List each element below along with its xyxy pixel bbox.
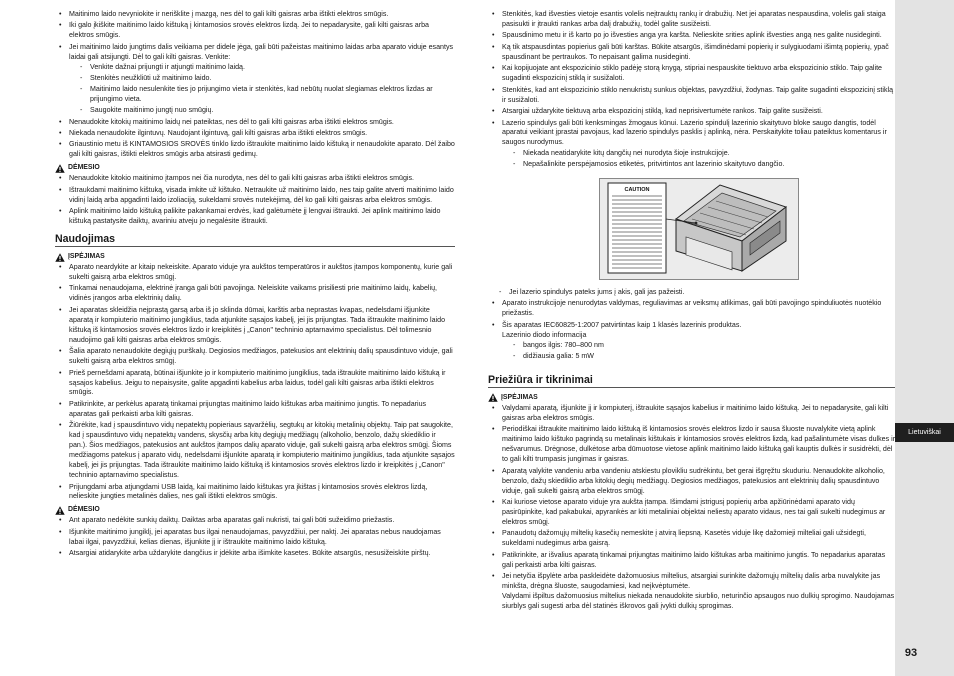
list-item: • Ką tik atspausdintas popierius gali būti karštas. Būkite atsargūs, išimdinėdami popierių ir sulygiuodami išimtą popierių, ypač spausdinant be pertraukos. To nepaisant galima nusideginti. [488,43,896,63]
sub-list-item: - Venkite dažnai prijungti ir atjungti maitinimo laidą. [69,63,455,73]
power-cord-list [55,10,455,160]
side-tab-strip [895,0,954,676]
sub-list [502,149,896,170]
laser-list [488,299,896,362]
list-item: • Patikrinkite, ar išvalius aparatą tinkamai prijungtas maitinimo laido kištukas arba maitinimo jungtis. To nepadarius aparatas gali perkaisti arba kilti gaisras. [488,551,896,571]
list-item: • Griaustinio metu iš KINTAMOSIOS SROVĖS tinklo lizdo ištraukite maitinimo laido kištuką ir nenaudokite aparato. Dėl žaibo gali kilti gaisras, ištikti elektros smūgis arba atsirasti gedimų. [55,140,455,160]
warning-triangle-icon [55,506,65,515]
list-item: • Šalia aparato nenaudokite degiųjų purškalų. Degiosios medžiagos, patekusios ant elektrinių dalių spausdintuvo viduje, gali sukelti gaisrą arba elektros smūgį. [55,347,455,367]
caution-note [55,505,455,515]
sub-list-item: - Niekada neatidarykite kitų dangčių nei nurodyta šioje instrukcijoje. [502,149,896,159]
list-item [488,321,896,362]
list-item: • Aplink maitinimo laido kištuką palikite pakankamai erdvės, kad galėtumėte jį lengvai ištraukti. Jei aplink maitinimo laido kištuką pastatysite daiktų, avariniu atveju jo negalėsite ištraukti. [55,207,455,227]
operation-list [488,10,896,170]
list-item: • Kai kuriose vietose aparato viduje yra aukšta įtampa. Išimdami įstrigusį popierių arba apžiūrinėdami aparato vidų pasirūpinkite, kad pakabukai, apyrankės ar kiti metaliniai objektai neliestų aparato vidaus, nes tai gali sukelti nudegimus ar elektros smūgį. [488,498,896,528]
list-item-text: Jei maitinimo laido jungtims dalis veikiama per didele jėga, gali būti pažeistas maitinimo laidas arba aparato viduje esantys laidai gali atsijungti. Dėl to gali kilti gaisras. Venkite: [69,42,454,61]
list-item: • Stenkitės, kad išvesties vietoje esantis volelis neįtrauktų rankų ir drabužių. Net jei aparatas nespausdina, volelis gali staiga pasisukti ir įtraukti rankas arba dalį drabužių, todėl galite susižeisti. [488,10,896,30]
list-item: • Atsargiai uždarykite tiektuvą arba ekspozicinį stiklą, kad neprisivertumėte rankos. Taip galite susižeisti. [488,107,896,117]
list-item: • Atsargiai atidarykite arba uždarykite dangčius ir įdėkite arba išimkite kasetes. Būkite atsargūs, nesusižeiskite pirštų. [55,549,455,559]
section-heading-maintenance: Priežiūra ir tikrinimai [488,374,896,388]
list-item: • Ištraukdami maitinimo kištuką, visada imkite už kištuko. Netraukite už maitinimo laido, nes taip galite atverti maitinimo laido vidinį laidą arba apgadinti laido izoliaciją, sukeldami srovės nutekėjimą, dėl ko gali kilti gaisras arba elektros smūgis. [55,186,455,206]
right-column [488,10,896,613]
caution-list [55,174,455,227]
list-item: • Panaudotų dažomųjų miltelių kasečių nemeskite į atvirą liepsną. Kasetės viduje likę dažomieji milteliai gali užsidegti, sukeldami nudegimus arba gaisrą. [488,529,896,549]
label-caution-text: CAUTION [624,186,650,193]
list-item: • Periodiškai ištraukite maitinimo laido kištuką iš kintamosios srovės elektros lizdo ir sausa šluoste nuvalykite vietą aplink maitinimo laido kištuko pagrindą su metalinais kištukais ir kintamosios srovės elektros lizdą, kad pašalintumėte visas dulkes ir nešvarumus. Drėgnose, dulkėtose arba dūmuotose vietose aplink maitinimo laido kištuką gali kauptis dulkės ir susidrėkti, dėl to gali kilti trumpasis jungimas ir gaisras. [488,425,896,465]
caution-note [55,163,455,173]
caution-list [55,516,455,559]
list-item: • Patikrinkite, ar perkėlus aparatą tinkamai prijungtas maitinimo laido kištukas arba maitinimo jungtis. To nepadarius aparatas gali perkaisti arba kilti gaisras. [55,400,455,420]
language-tab: Lietuviškai [895,423,954,442]
list-item: • Išjunkite maitinimo jungiklį, jei aparatas bus ilgai nenaudojamas, pavyzdžiui, per naktį. Jei aparatas nebus naudojamas labai ilgai, pavyzdžiui, kelias dienas, išjunkite jį ir ištraukite maitinimo laido kištuką. [55,528,455,548]
list-item: • Maitinimo laido nevyniokite ir nerišklite į mazgą, nes dėl to gali kilti gaisras arba ištikti elektros smūgis. [55,10,455,20]
section-heading-usage: Naudojimas [55,233,455,247]
page-number: 93 [904,647,918,659]
list-item: • Aparatą valykite vandeniu arba vandeniu atskiestu plovikliu sudrėkintu, bet gerai išgręžtu skuduriu. Nenaudokite alkoholio, benzolo, dažų skiediklio arba kitokių degių medžiagų. Degiosios medžiagos, patekusios ant elektrinių dalių spausdintuvo viduje, gali sukelti gaisrą arba elektros smūgį. [488,467,896,497]
list-item: • Jei netyčia išpylėte arba paskleidėte dažomuosius miltelius, atsargiai surinkite dažomųjų miltelių dalis arba nuvalykite jas minkšta, drėgna šluoste, saugodamiesi, kad neįkvėptumėte. Valydami išpiltus dažomuosius miltelius niekada nenaudokite siurblio, neturinčio apsaugos nuo dulkių sprogimo. Naudojamas siurblys gali sugesti arba dėl statinės iškrovos gali įvykti dulkių sprogimas. [488,572,896,612]
list-item: • Nenaudokite kitokių maitinimo laidų nei pateiktas, nes dėl to gali kilti gaisras arba ištikti elektros smūgis. [55,118,455,128]
caution-title: DĖMESIO [68,506,100,514]
list-item: • Nenaudokite kitokio maitinimo įtampos nei čia nurodyta, nes dėl to gali kilti gaisras arba ištikti elektros smūgis. [55,174,455,184]
list-item: • Niekada nenaudokite ilgintuvų. Naudojant ilgintuvą, gali kilti gaisras arba ištikti elektros smūgis. [55,129,455,139]
list-item: • Iki galo įkiškite maitinimo laido kištuką į kintamosios srovės elektros lizdą. Jei to nepadarysite, gali kilti gaisras arba elektros smūgis. [55,21,455,41]
sub-list-item: - bangos ilgis: 780–800 nm [502,341,896,351]
list-item [55,43,455,116]
sub-list-item: - Maitinimo laido nesulenkite ties jo prijungimo vieta ir stenkitės, kad nebūtų nuolat slegiamas elektros lizdas ar prijungimo vieta. [69,85,455,105]
list-item: • Jei aparatas skleidžia neįprastą garsą arba iš jo sklinda dūmai, karštis arba neprastas kvapas, nedelsdami išjunkite aparatą ir kompiuterio maitinimo jungiklius, tada atjunkite sąsajos kabelį, jei jis prijungtas. Tada ištraukite maitinimo laido kištuką iš kintamosios srovės elektros lizdo ir kreipkitės į „Canon" techninio aptarnavimo specialistus. Dėl tolimesnio naudojimo gali kilti gaisras arba elektros smūgis. [55,306,455,346]
printer-illustration [600,179,798,279]
list-item: • Aparato instrukcijoje nenurodytas valdymas, reguliavimas ar veiksmų atlikimas, gali būti pavojingo spinduliuotės nuotėkio priežastis. [488,299,896,319]
warning-triangle-icon [488,393,498,402]
warning-note [55,252,455,262]
list-item: • Ant aparato nedėkite sunkių daiktų. Daiktas arba aparatas gali nukristi, tai gali būti sužeidimo priežastis. [55,516,455,526]
warning-list [55,263,455,502]
warning-title: ĮSPĖJIMAS [68,253,105,261]
list-item: • Valydami aparatą, išjunkite jį ir kompiuterį, ištraukite sąsajos kabelius ir maitinimo laido kištuką. Jei to nepadarysite, gali kilti gaisras arba elektros smūgis. [488,404,896,424]
sub-list-item: - didžiausia galia: 5 mW [502,352,896,362]
list-item: • Prijungdami arba atjungdami USB laidą, kai maitinimo laido kištukas yra įkištas į kintamosios srovės elektros lizdą, nelieskite jungties metalinės dalies, nes gali ištikti elektros smūgis. [55,483,455,503]
laser-dash-list [488,288,896,298]
list-item [488,119,896,170]
sub-list-item: - Saugokite maitinimo jungtį nuo smūgių. [69,106,455,116]
warning-triangle-icon [55,253,65,262]
list-item: • Žiūrėkite, kad į spausdintuvo vidų nepatektų popieriaus sąvaržėlių, segtukų ar kitokių metalinių objektų. Taip pat saugokite, kad į spausdintuvo vidų nepatektų vandens, skysčių arba kitų degiųjų medžiagų (alkoholio, benzolo, dažų skiediklio ir pan.). Šios medžiagos, patekusios ant aukštos įtampos dalių aparato viduje, gali sukelti gaisrą arba elektros smūgį. Šioms medžiagoms patekus į aparato vidų, nedelsdami išjunkite aparatą ir kompiuterio maitinimo jungiklius, tada atjunkite sąsajos kabelį, jei jis prijungtas. Tada ištraukite maitinimo laido kištuką iš kintamosios srovės elektros lizdo ir kreipkitės į „Canon" techninio aptarnavimo specialistus. [55,421,455,481]
left-column [55,10,455,561]
list-item: • Spausdinimo metu ir iš karto po jo išvesties anga yra karšta. Nelieskite srities aplink išvesties angą nes galite nusideginti. [488,31,896,41]
sub-list-item: - Stenkitės neužkliūti už maitinimo laido. [69,74,455,84]
sub-list-item: - Jei lazerio spindulys pateks jums į akis, gali jas pažeisti. [488,288,896,298]
list-item-text: Šis aparatas IEC60825-1:2007 patvirtintas kaip 1 klasės lazerinis produktas. Lazerinio diodo informacija [502,320,742,339]
list-item: • Tinkamai nenaudojama, elektrinė įranga gali būti pavojinga. Neleiskite vaikams prisiliesti prie maitinimo laidų, kabelių, vidinės įrangos arba elektrinių dalių. [55,284,455,304]
sub-list [502,341,896,362]
list-item: • Aparato neardykite ar kitaip nekeiskite. Aparato viduje yra aukštos temperatūros ir aukštos įtampos komponentų, kurie gali sukelti gaisrą arba elektros smūgį. [55,263,455,283]
list-item: • Stenkitės, kad ant ekspozicinio stiklo nenukristų sunkus objektas, pavyzdžiui, žodynas. Taip galite sugadinti ekspozicinį stiklą ir susižaloti. [488,86,896,106]
warning-note [488,393,896,403]
warning-triangle-icon [55,164,65,173]
list-item: • Prieš pernešdami aparatą, būtinai išjunkite jo ir kompiuterio maitinimo jungiklius, tada ištraukite maitinimo laido kištuką ir sąsajos kabelius. Jeigu to nepaisysite, galite apgadinti kabelius arba laidus, todėl gali kilti gaisras arba ištikti elektros smūgis. [55,369,455,399]
list-item-text: Lazerio spindulys gali būti kenksmingas žmogaus kūnui. Lazerio spindulį lazerinio skaitytuvo bloke saugo dangtis, todėl aparatui veikiant įprastai pavojaus, kad lazerio spindulys pasklis į aplinką, nėra. Perskaitykite toliau pateiktus komentarus ir saugos nurodymus. [502,118,887,147]
sub-list [69,63,455,116]
sub-list-item: - Nepašalinkite perspėjamosios etiketės, pritvirtintos ant lazerinio skaitytuvo dangčio. [502,160,896,170]
list-item: • Kai kopijuojate ant ekspozicinio stiklo padėję storą knygą, stipriai nespauskite tiektuvo arba ekspozicinio stiklo. Taip galite sugadinti ekspozicinį stiklą ir susižaloti. [488,64,896,84]
laser-label-figure [599,178,799,280]
maintenance-warning-list [488,404,896,612]
warning-title: ĮSPĖJIMAS [501,393,538,401]
caution-title: DĖMESIO [68,164,100,172]
